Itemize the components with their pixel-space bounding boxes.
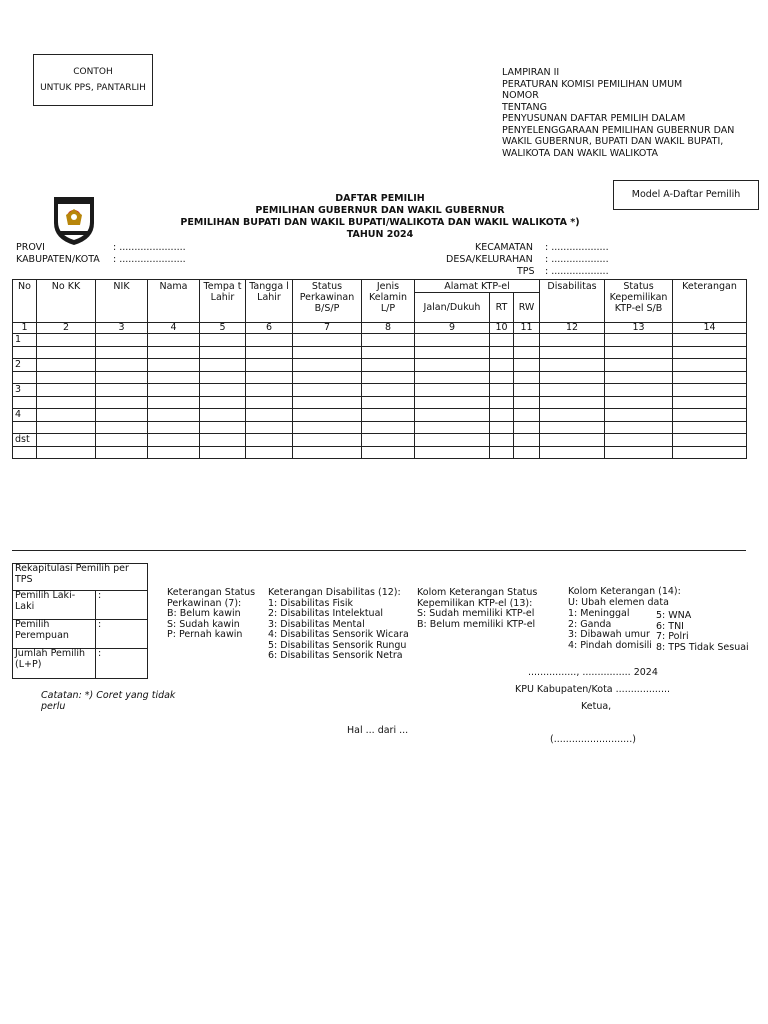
kpu-logo-icon [50, 193, 98, 247]
table-cell [246, 334, 293, 347]
table-cell [490, 384, 514, 397]
table-cell [37, 384, 96, 397]
table-row [13, 434, 747, 447]
table-cell [673, 371, 747, 384]
table-cell [490, 421, 514, 434]
table-cell [293, 384, 362, 397]
col-header-keterangan: Keterangan [673, 280, 747, 323]
table-cell [362, 346, 415, 359]
table-cell [37, 409, 96, 422]
table-cell [37, 334, 96, 347]
lampiran-line: PENYELENGGARAAN PEMILIHAN GUBERNUR DAN [502, 124, 735, 136]
kabupaten-label: KABUPATEN/KOTA [16, 254, 100, 265]
table-cell [200, 359, 246, 372]
table-cell [673, 421, 747, 434]
table-cell [514, 346, 540, 359]
ketua-label: Ketua, [581, 701, 612, 712]
legend-item: 4: Pindah domisili [568, 639, 652, 651]
table-cell [96, 384, 148, 397]
table-cell [490, 371, 514, 384]
title-line: PEMILIHAN GUBERNUR DAN WAKIL GUBERNUR [255, 205, 505, 216]
table-cell [362, 409, 415, 422]
table-cell [415, 409, 490, 422]
table-cell [540, 371, 605, 384]
table-row [13, 371, 747, 384]
table-cell [96, 409, 148, 422]
row-number-cell [13, 396, 37, 409]
table-cell [293, 396, 362, 409]
rekapitulasi-table [12, 563, 148, 679]
lampiran-line: NOMOR [502, 90, 539, 101]
col-header-rw: RW [514, 293, 540, 323]
table-cell [362, 359, 415, 372]
table-cell [673, 434, 747, 447]
lampiran-line: PENYUSUNAN DAFTAR PEMILIH DALAM [502, 113, 686, 124]
col-number: 2 [37, 323, 96, 334]
table-cell [293, 334, 362, 347]
table-cell [148, 421, 200, 434]
lampiran-line: LAMPIRAN II [502, 67, 560, 78]
table-cell [415, 359, 490, 372]
table-cell [415, 421, 490, 434]
table-cell [200, 396, 246, 409]
table-cell [96, 434, 148, 447]
table-row [13, 359, 747, 372]
signature-line: (..........................) [550, 734, 636, 745]
rekap-label: Pemilih Perempuan [13, 620, 96, 649]
table-cell [514, 334, 540, 347]
table-cell [514, 421, 540, 434]
section-divider [12, 550, 746, 551]
legend-ktp [417, 588, 547, 630]
table-cell [605, 334, 673, 347]
table-cell [200, 409, 246, 422]
provi-label: PROVI [16, 242, 45, 253]
row-number-cell [13, 421, 37, 434]
model-box: Model A-Daftar Pemilih [613, 180, 759, 210]
legend-item: 4: Disabilitas Sensorik Wicara [268, 629, 409, 640]
provi-value: : ...................... [113, 242, 186, 253]
table-cell [490, 409, 514, 422]
col-header-alamat: Alamat KTP-el [415, 280, 540, 293]
table-cell [490, 446, 514, 459]
table-cell [605, 446, 673, 459]
table-cell [490, 334, 514, 347]
table-row [13, 409, 747, 422]
table-cell [673, 334, 747, 347]
legend-perkawinan [167, 588, 262, 641]
table-cell [540, 434, 605, 447]
col-header-status-perkawinan: Status Perkawinan B/S/P [293, 280, 362, 323]
desa-value: : ................... [545, 254, 609, 265]
col-number: 8 [362, 323, 415, 334]
legend-item: B: Belum kawin [167, 608, 241, 619]
table-cell [540, 421, 605, 434]
table-cell [293, 359, 362, 372]
legend-title: Kolom Keterangan (14): [568, 586, 681, 597]
table-cell [293, 346, 362, 359]
legend-disabilitas [268, 588, 418, 662]
lampiran-line: WAKIL GUBERNUR, BUPATI DAN WAKIL BUPATI, [502, 136, 724, 147]
rekap-value: : [96, 649, 148, 679]
table-cell [148, 346, 200, 359]
rekap-label: Jumlah Pemilih (L+P) [13, 649, 96, 679]
row-number-cell: 1 [13, 334, 37, 347]
table-cell [293, 371, 362, 384]
legend-item: 7: Polri [656, 631, 689, 642]
table-cell [246, 446, 293, 459]
signature-date: ................, ................ 2024 [528, 667, 658, 678]
table-cell [540, 346, 605, 359]
table-cell [514, 434, 540, 447]
table-cell [605, 359, 673, 372]
table-cell [96, 371, 148, 384]
col-number: 13 [605, 323, 673, 334]
table-cell [362, 396, 415, 409]
table-cell [37, 434, 96, 447]
table-cell [514, 384, 540, 397]
col-number: 9 [415, 323, 490, 334]
col-number: 4 [148, 323, 200, 334]
table-cell [246, 384, 293, 397]
table-cell [246, 371, 293, 384]
legend-item: U: Ubah elemen data [568, 596, 669, 608]
table-cell [246, 359, 293, 372]
table-cell [362, 421, 415, 434]
table-row [13, 396, 747, 409]
lampiran-block [502, 67, 762, 159]
legend-item: B: Belum memiliki KTP-el [417, 618, 536, 630]
table-cell [673, 384, 747, 397]
kecamatan-label: KECAMATAN [475, 242, 533, 253]
title-line: DAFTAR PEMILIH [335, 193, 425, 204]
table-cell [673, 409, 747, 422]
table-cell [246, 409, 293, 422]
table-cell [37, 359, 96, 372]
catatan-note: Catatan: *) Coret yang tidak perlu [41, 690, 176, 712]
table-cell [673, 346, 747, 359]
table-cell [362, 384, 415, 397]
table-cell [605, 384, 673, 397]
rekap-label: Pemilih Laki-Laki [13, 591, 96, 620]
col-header-tempat-lahir: Tempa t Lahir [200, 280, 246, 323]
legend-item: 6: Disabilitas Sensorik Netra [268, 650, 403, 661]
legend-item: S: Sudah kawin [167, 618, 240, 630]
table-row [13, 384, 747, 397]
table-cell [96, 446, 148, 459]
table-cell [415, 346, 490, 359]
col-number: 14 [673, 323, 747, 334]
table-cell [514, 396, 540, 409]
table-cell [246, 434, 293, 447]
table-cell [148, 384, 200, 397]
table-cell [200, 434, 246, 447]
col-header-nik: NIK [96, 280, 148, 323]
rekap-value: : [96, 591, 148, 620]
tps-label: TPS [517, 266, 535, 277]
lampiran-line: TENTANG [502, 101, 547, 113]
table-row [13, 346, 747, 359]
legend-item: 3: Disabilitas Mental [268, 618, 365, 630]
table-cell [200, 384, 246, 397]
table-cell [673, 396, 747, 409]
lampiran-line: PERATURAN KOMISI PEMILIHAN UMUM [502, 78, 683, 90]
table-cell [362, 334, 415, 347]
row-number-cell [13, 371, 37, 384]
col-header-nama: Nama [148, 280, 200, 323]
col-header-disabilitas: Disabilitas [540, 280, 605, 323]
table-cell [293, 421, 362, 434]
table-cell [200, 446, 246, 459]
table-cell [540, 384, 605, 397]
table-cell [605, 396, 673, 409]
table-cell [246, 346, 293, 359]
legend-item: 6: TNI [656, 620, 684, 632]
legend-title: Keterangan Disabilitas (12): [268, 587, 401, 598]
table-cell [200, 371, 246, 384]
table-cell [362, 371, 415, 384]
daftar-pemilih-table [12, 279, 747, 459]
table-cell [490, 396, 514, 409]
col-number: 1 [13, 323, 37, 334]
table-cell [148, 359, 200, 372]
col-number: 3 [96, 323, 148, 334]
table-cell [37, 421, 96, 434]
table-row [13, 334, 747, 347]
table-row [13, 446, 747, 459]
table-cell [514, 359, 540, 372]
legend-title: Kolom Keterangan Status Kepemilikan KTP-el (13): [417, 587, 538, 609]
table-cell [148, 371, 200, 384]
table-cell [514, 409, 540, 422]
row-number-cell: 3 [13, 384, 37, 397]
legend-item: S: Sudah memiliki KTP-el [417, 608, 535, 619]
col-header-rt: RT [490, 293, 514, 323]
table-cell [96, 421, 148, 434]
legend-item: 3: Dibawah umur [568, 629, 650, 640]
table-cell [293, 409, 362, 422]
col-header-jenis-kelamin: Jenis Kelamin L/P [362, 280, 415, 323]
table-cell [37, 446, 96, 459]
table-cell [514, 446, 540, 459]
col-header-nokk: No KK [37, 280, 96, 323]
legend-item: 5: WNA [656, 610, 692, 621]
desa-label: DESA/KELURAHAN [446, 254, 533, 265]
table-cell [96, 396, 148, 409]
table-cell [490, 359, 514, 372]
col-number: 10 [490, 323, 514, 334]
table-cell [514, 371, 540, 384]
title-line: TAHUN 2024 [346, 229, 414, 240]
table-cell [490, 346, 514, 359]
col-header-jalan: Jalan/Dukuh [415, 293, 490, 323]
table-cell [540, 396, 605, 409]
table-cell [605, 346, 673, 359]
table-cell [362, 434, 415, 447]
table-cell [605, 409, 673, 422]
table-cell [415, 371, 490, 384]
table-cell [673, 359, 747, 372]
table-cell [293, 446, 362, 459]
table-cell [415, 334, 490, 347]
table-cell [415, 384, 490, 397]
col-number: 6 [246, 323, 293, 334]
legend-item: 2: Ganda [568, 618, 612, 630]
table-cell [540, 334, 605, 347]
table-cell [362, 446, 415, 459]
legend-item: 2: Disabilitas Intelektual [268, 608, 384, 619]
legend-item: 1: Meninggal [568, 608, 630, 619]
col-number: 7 [293, 323, 362, 334]
table-cell [148, 409, 200, 422]
table-cell [96, 346, 148, 359]
table-cell [96, 359, 148, 372]
contoh-box [33, 54, 153, 106]
table-cell [148, 434, 200, 447]
rekap-value: : [96, 620, 148, 649]
table-cell [605, 421, 673, 434]
table-cell [540, 359, 605, 372]
rekap-title: Rekapitulasi Pemilih per TPS [13, 564, 148, 591]
table-cell [605, 434, 673, 447]
col-header-no: No [13, 280, 37, 323]
table-cell [490, 434, 514, 447]
tps-value: : ................... [545, 266, 609, 277]
title-line: PEMILIHAN BUPATI DAN WAKIL BUPATI/WALIKOTA DAN WAKIL WALIKOTA *) [180, 217, 580, 228]
col-number: 11 [514, 323, 540, 334]
legend-item: 8: TPS Tidak Sesuai [656, 641, 749, 653]
table-cell [148, 446, 200, 459]
kabupaten-value: : ...................... [113, 254, 186, 265]
page-indicator: Hal ... dari ... [347, 725, 409, 736]
legend-keterangan [568, 587, 763, 652]
row-number-cell [13, 346, 37, 359]
table-cell [200, 421, 246, 434]
table-row [13, 421, 747, 434]
table-cell [246, 396, 293, 409]
legend-item: 5: Disabilitas Sensorik Rungu [268, 639, 407, 651]
row-number-cell [13, 446, 37, 459]
lampiran-line: WALIKOTA DAN WAKIL WALIKOTA [502, 147, 658, 159]
contoh-label: CONTOH [73, 67, 113, 77]
table-cell [200, 334, 246, 347]
table-cell [96, 334, 148, 347]
legend-item: P: Pernah kawin [167, 629, 243, 640]
row-number-cell: 2 [13, 359, 37, 372]
col-number: 5 [200, 323, 246, 334]
col-number: 12 [540, 323, 605, 334]
row-number-cell: dst [13, 434, 37, 447]
col-header-ktp: Status Kepemilikan KTP-el S/B [605, 280, 673, 323]
legend-item: 1: Disabilitas Fisik [268, 597, 353, 609]
table-cell [37, 346, 96, 359]
kecamatan-value: : ................... [545, 242, 609, 253]
table-cell [540, 409, 605, 422]
table-cell [415, 446, 490, 459]
row-number-cell: 4 [13, 409, 37, 422]
table-cell [540, 446, 605, 459]
table-cell [605, 371, 673, 384]
table-cell [415, 434, 490, 447]
table-cell [415, 396, 490, 409]
col-header-tanggal-lahir: Tangga l Lahir [246, 280, 293, 323]
table-cell [673, 446, 747, 459]
contoh-sublabel: UNTUK PPS, PANTARLIH [40, 83, 146, 93]
table-cell [246, 421, 293, 434]
legend-title: Keterangan Status Perkawinan (7): [167, 587, 256, 609]
table-cell [293, 434, 362, 447]
table-cell [200, 346, 246, 359]
column-number-row [13, 323, 747, 334]
document-title [160, 193, 600, 241]
table-cell [37, 396, 96, 409]
table-cell [37, 371, 96, 384]
table-cell [148, 396, 200, 409]
kpu-label: KPU Kabupaten/Kota .................. [515, 684, 671, 695]
table-cell [148, 334, 200, 347]
